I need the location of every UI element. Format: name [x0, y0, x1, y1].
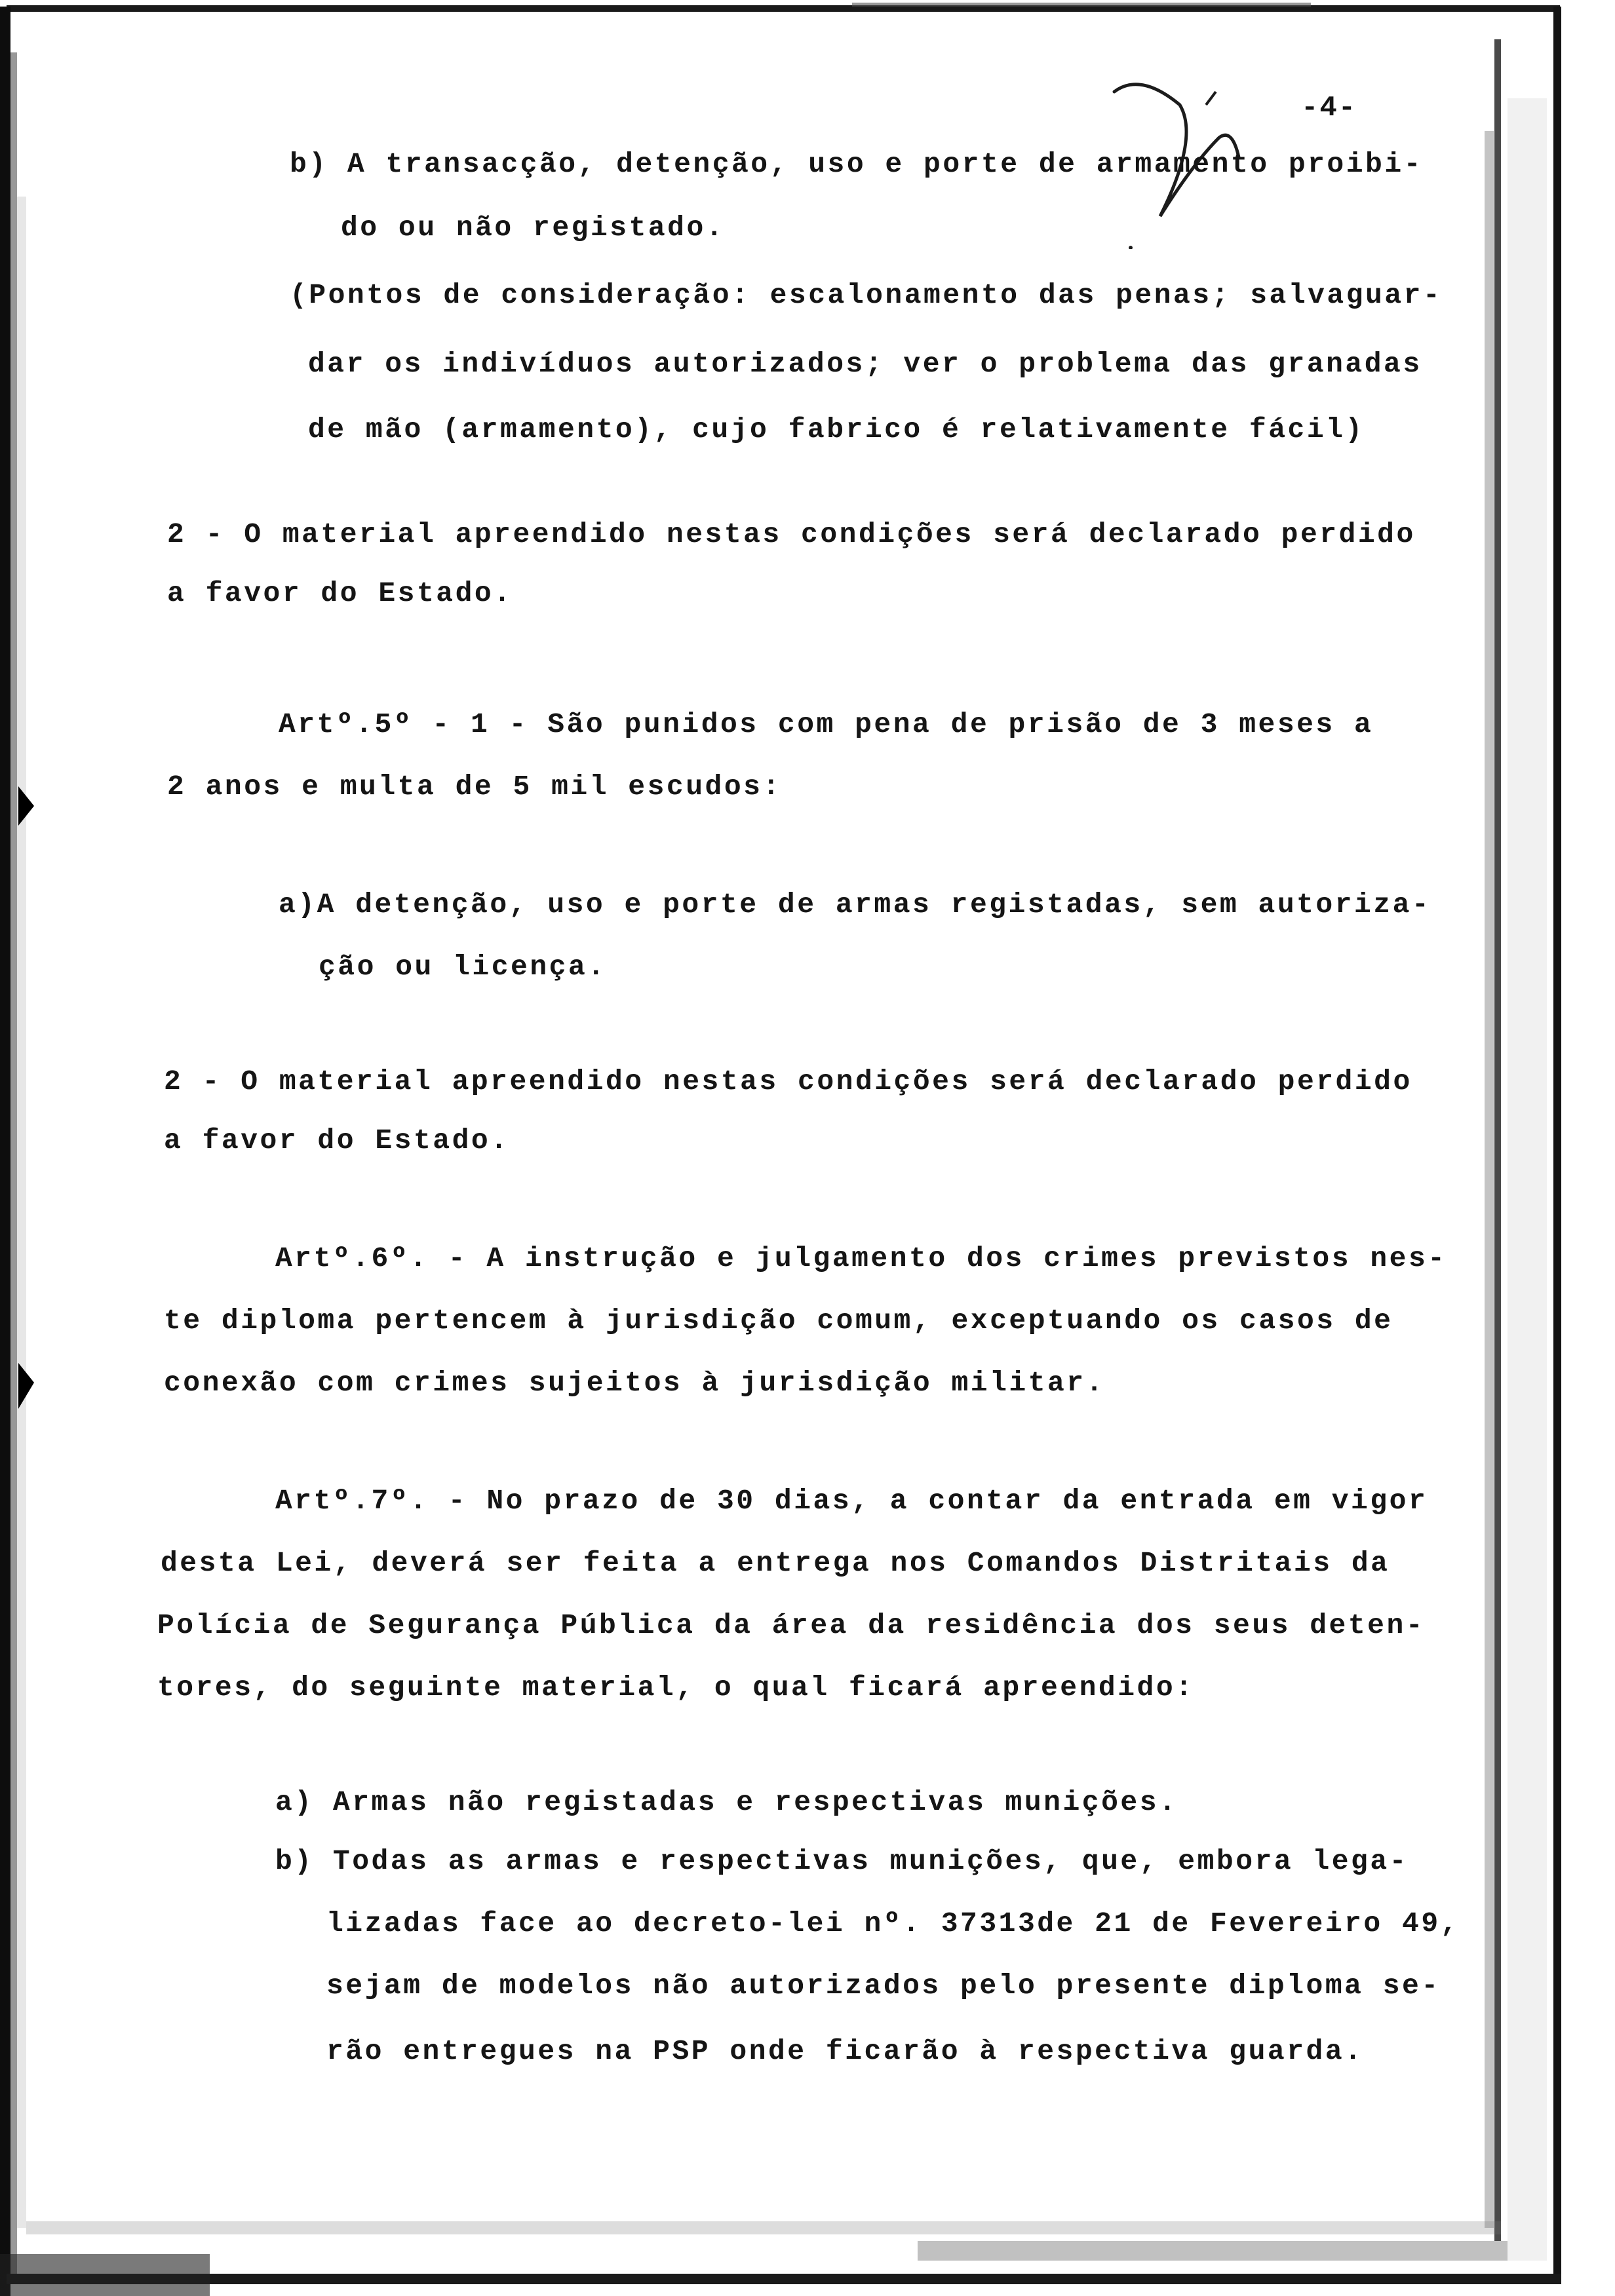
text-line-10: a)A detenção, uso e porte de armas registadas, sem autoriza-	[279, 889, 1431, 921]
text-line-19: Polícia de Segurança Pública da área da residência dos seus deten-	[157, 1609, 1426, 1641]
text-line-20: tores, do seguinte material, o qual ficará apreendido:	[157, 1672, 1195, 1704]
text-line-24: sejam de modelos não autorizados pelo presente diploma se-	[326, 1970, 1441, 2002]
text-line-13: a favor do Estado.	[164, 1124, 510, 1157]
text-line-14: Artº.6º. - A instrução e julgamento dos crimes previstos nes-	[275, 1242, 1447, 1274]
page-number: -4-	[1301, 92, 1357, 124]
text-line-7: a favor do Estado.	[167, 577, 513, 609]
text-line-2: do ou não registado.	[341, 212, 726, 244]
text-line-17: Artº.7º. - No prazo de 30 dias, a contar da entrada em vigor	[275, 1485, 1428, 1517]
text-line-16: conexão com crimes sujeitos à jurisdição militar.	[164, 1367, 1105, 1399]
text-line-25: rão entregues na PSP onde ficarão à respectiva guarda.	[326, 2035, 1364, 2067]
text-line-12: 2 - O material apreendido nestas condições será declarado perdido	[164, 1065, 1412, 1098]
text-line-1: b) A transacção, detenção, uso e porte de armamento proibi-	[290, 148, 1423, 180]
text-line-22: b) Todas as armas e respectivas munições, que, embora lega-	[275, 1845, 1409, 1877]
text-line-11: ção ou licença.	[319, 951, 607, 983]
text-line-5: de mão (armamento), cujo fabrico é relativamente fácil)	[308, 413, 1365, 446]
text-line-23: lizadas face ao decreto-lei nº. 37313de 21 de Fevereiro 49,	[326, 1907, 1460, 1940]
text-line-21: a) Armas não registadas e respectivas munições.	[275, 1786, 1178, 1818]
text-line-15: te diploma pertencem à jurisdição comum, exceptuando os casos de	[164, 1305, 1393, 1337]
text-line-9: 2 anos e multa de 5 mil escudos:	[167, 771, 782, 803]
text-line-8: Artº.5º - 1 - São punidos com pena de prisão de 3 meses a	[279, 708, 1374, 740]
text-line-18: desta Lei, deverá ser feita a entrega nos Comandos Distritais da	[161, 1547, 1390, 1579]
text-line-6: 2 - O material apreendido nestas condições será declarado perdido	[167, 518, 1416, 550]
text-line-3: (Pontos de consideração: escalonamento das penas; salvaguar-	[290, 279, 1443, 311]
text-line-4: dar os indivíduos autorizados; ver o problema das granadas	[308, 348, 1422, 380]
